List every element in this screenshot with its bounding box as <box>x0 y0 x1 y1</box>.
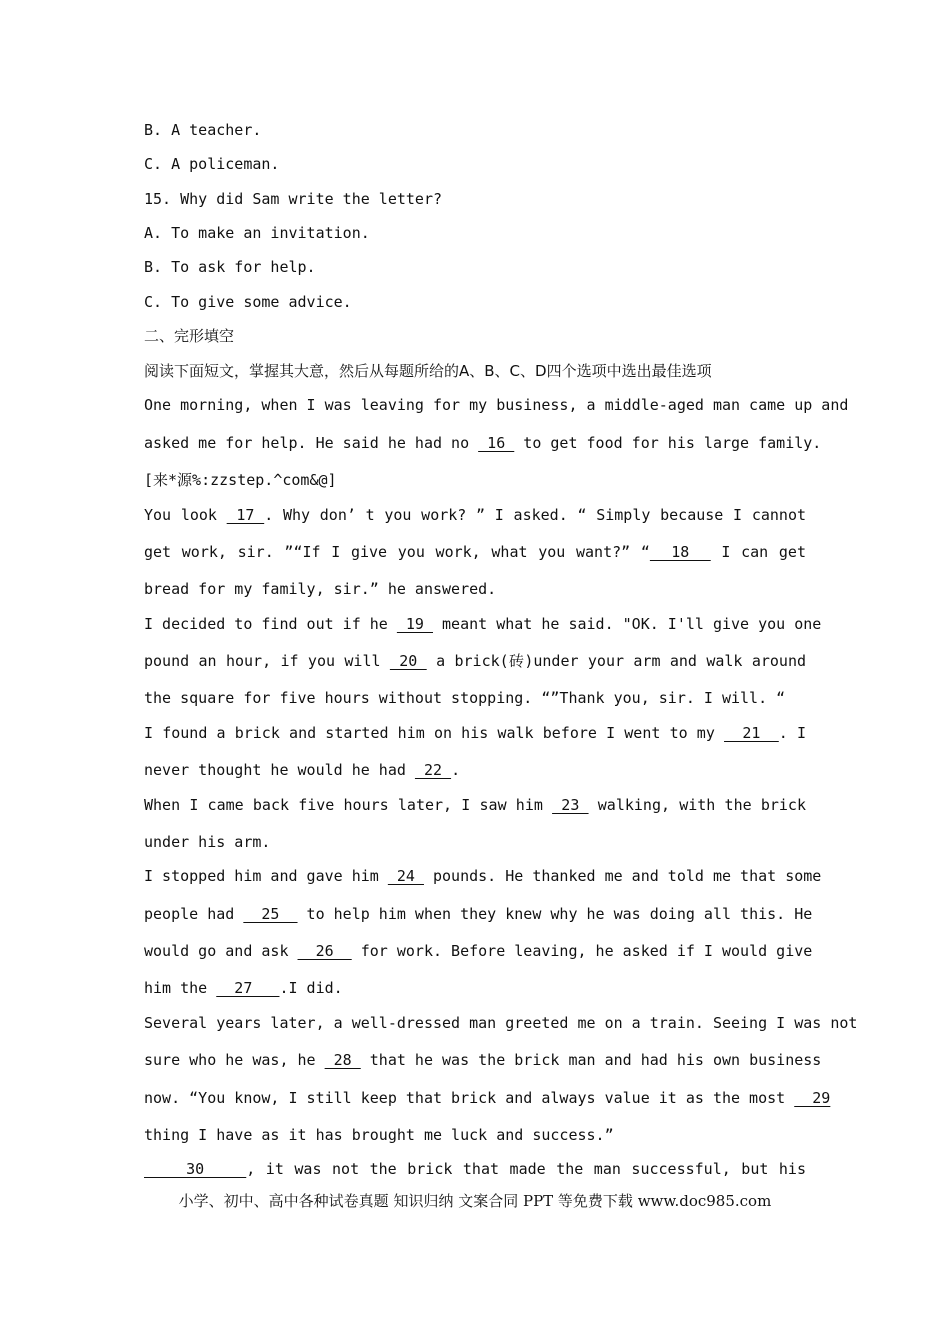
page-footer: 小学、初中、高中各种试卷真题 知识归纳 文案合同 PPT 等免费下载 www.doc985.com <box>178 1192 772 1210</box>
blank-21: 21 <box>724 724 779 742</box>
blank-24: 24 <box>387 867 424 885</box>
blank-28: 28 <box>324 1051 361 1069</box>
passage-line: him the 27 .I did. <box>144 979 343 997</box>
blank-25: 25 <box>243 905 298 923</box>
blank-20: 20 <box>389 652 427 670</box>
q15-option-a: A. To make an invitation. <box>144 224 370 242</box>
blank-26: 26 <box>297 942 352 960</box>
passage-line: never thought he would he had 22 . <box>144 761 461 779</box>
passage-line: sure who he was, he 28 that he was the brick man and had his own business <box>144 1051 822 1069</box>
passage-line: get work, sir. ”“If I give you work, what you want?” “ 18 I can get <box>144 543 806 561</box>
passage-line: I found a brick and started him on his walk before I went to my 21 . I <box>144 724 807 742</box>
passage-line: pound an hour, if you will 20 a brick(砖)under your arm and walk around <box>144 652 807 670</box>
passage-line: would go and ask 26 for work. Before leaving, he asked if I would give <box>144 942 813 960</box>
source-watermark-text: [来*源%:zzstep.^com&@] <box>144 471 337 489</box>
blank-23: 23 <box>552 796 589 814</box>
option-c-policeman: C. A policeman. <box>144 155 280 173</box>
passage-line: asked me for help. He said he had no 16 to get food for his large family. <box>144 434 822 452</box>
section-instruction: 阅读下面短文，掌握其大意，然后从每题所给的A、B、C、D四个选项中选出最佳选项 <box>144 362 712 380</box>
passage-line: I decided to find out if he 19 meant what he said. "OK. I'll give you one <box>144 615 822 633</box>
passage-line: One morning, when I was leaving for my business, a middle-aged man came up and <box>144 396 849 414</box>
passage-line: bread for my family, sir.” he answered. <box>144 580 497 598</box>
passage-line: the square for five hours without stopping. “”Thank you, sir. I will. “ <box>144 689 786 707</box>
blank-18: 18 <box>649 543 711 561</box>
passage-line: thing I have as it has brought me luck and success.” <box>144 1126 614 1144</box>
option-b-teacher: B. A teacher. <box>144 121 262 139</box>
q15-option-b: B. To ask for help. <box>144 258 316 276</box>
blank-22: 22 <box>414 761 452 779</box>
q15-option-c: C. To give some advice. <box>144 293 352 311</box>
passage-line: You look 17 . Why don’ t you work? ” I asked. “ Simply because I cannot <box>144 506 806 524</box>
blank-30: 30 <box>144 1160 247 1178</box>
passage-line: When I came back five hours later, I saw him 23 walking, with the brick <box>144 796 806 814</box>
passage-line: Several years later, a well-dressed man greeted me on a train. Seeing I was not <box>144 1014 858 1032</box>
passage-line: I stopped him and gave him 24 pounds. He thanked me and told me that some <box>144 867 822 885</box>
passage-line: people had 25 to help him when they knew why he was doing all this. He <box>144 905 813 923</box>
passage-line: under his arm. <box>144 833 271 851</box>
blank-29: 29 <box>794 1089 831 1107</box>
blank-17: 17 <box>226 506 265 524</box>
question-15: 15. Why did Sam write the letter? <box>144 190 443 208</box>
passage-line: 30 , it was not the brick that made the man successful, but his <box>144 1160 806 1178</box>
blank-27: 27 <box>216 979 280 997</box>
section-heading: 二、完形填空 <box>144 327 235 345</box>
blank-16: 16 <box>478 434 515 452</box>
blank-19: 19 <box>396 615 433 633</box>
passage-line: now. “You know, I still keep that brick and always value it as the most 29 <box>144 1089 831 1107</box>
